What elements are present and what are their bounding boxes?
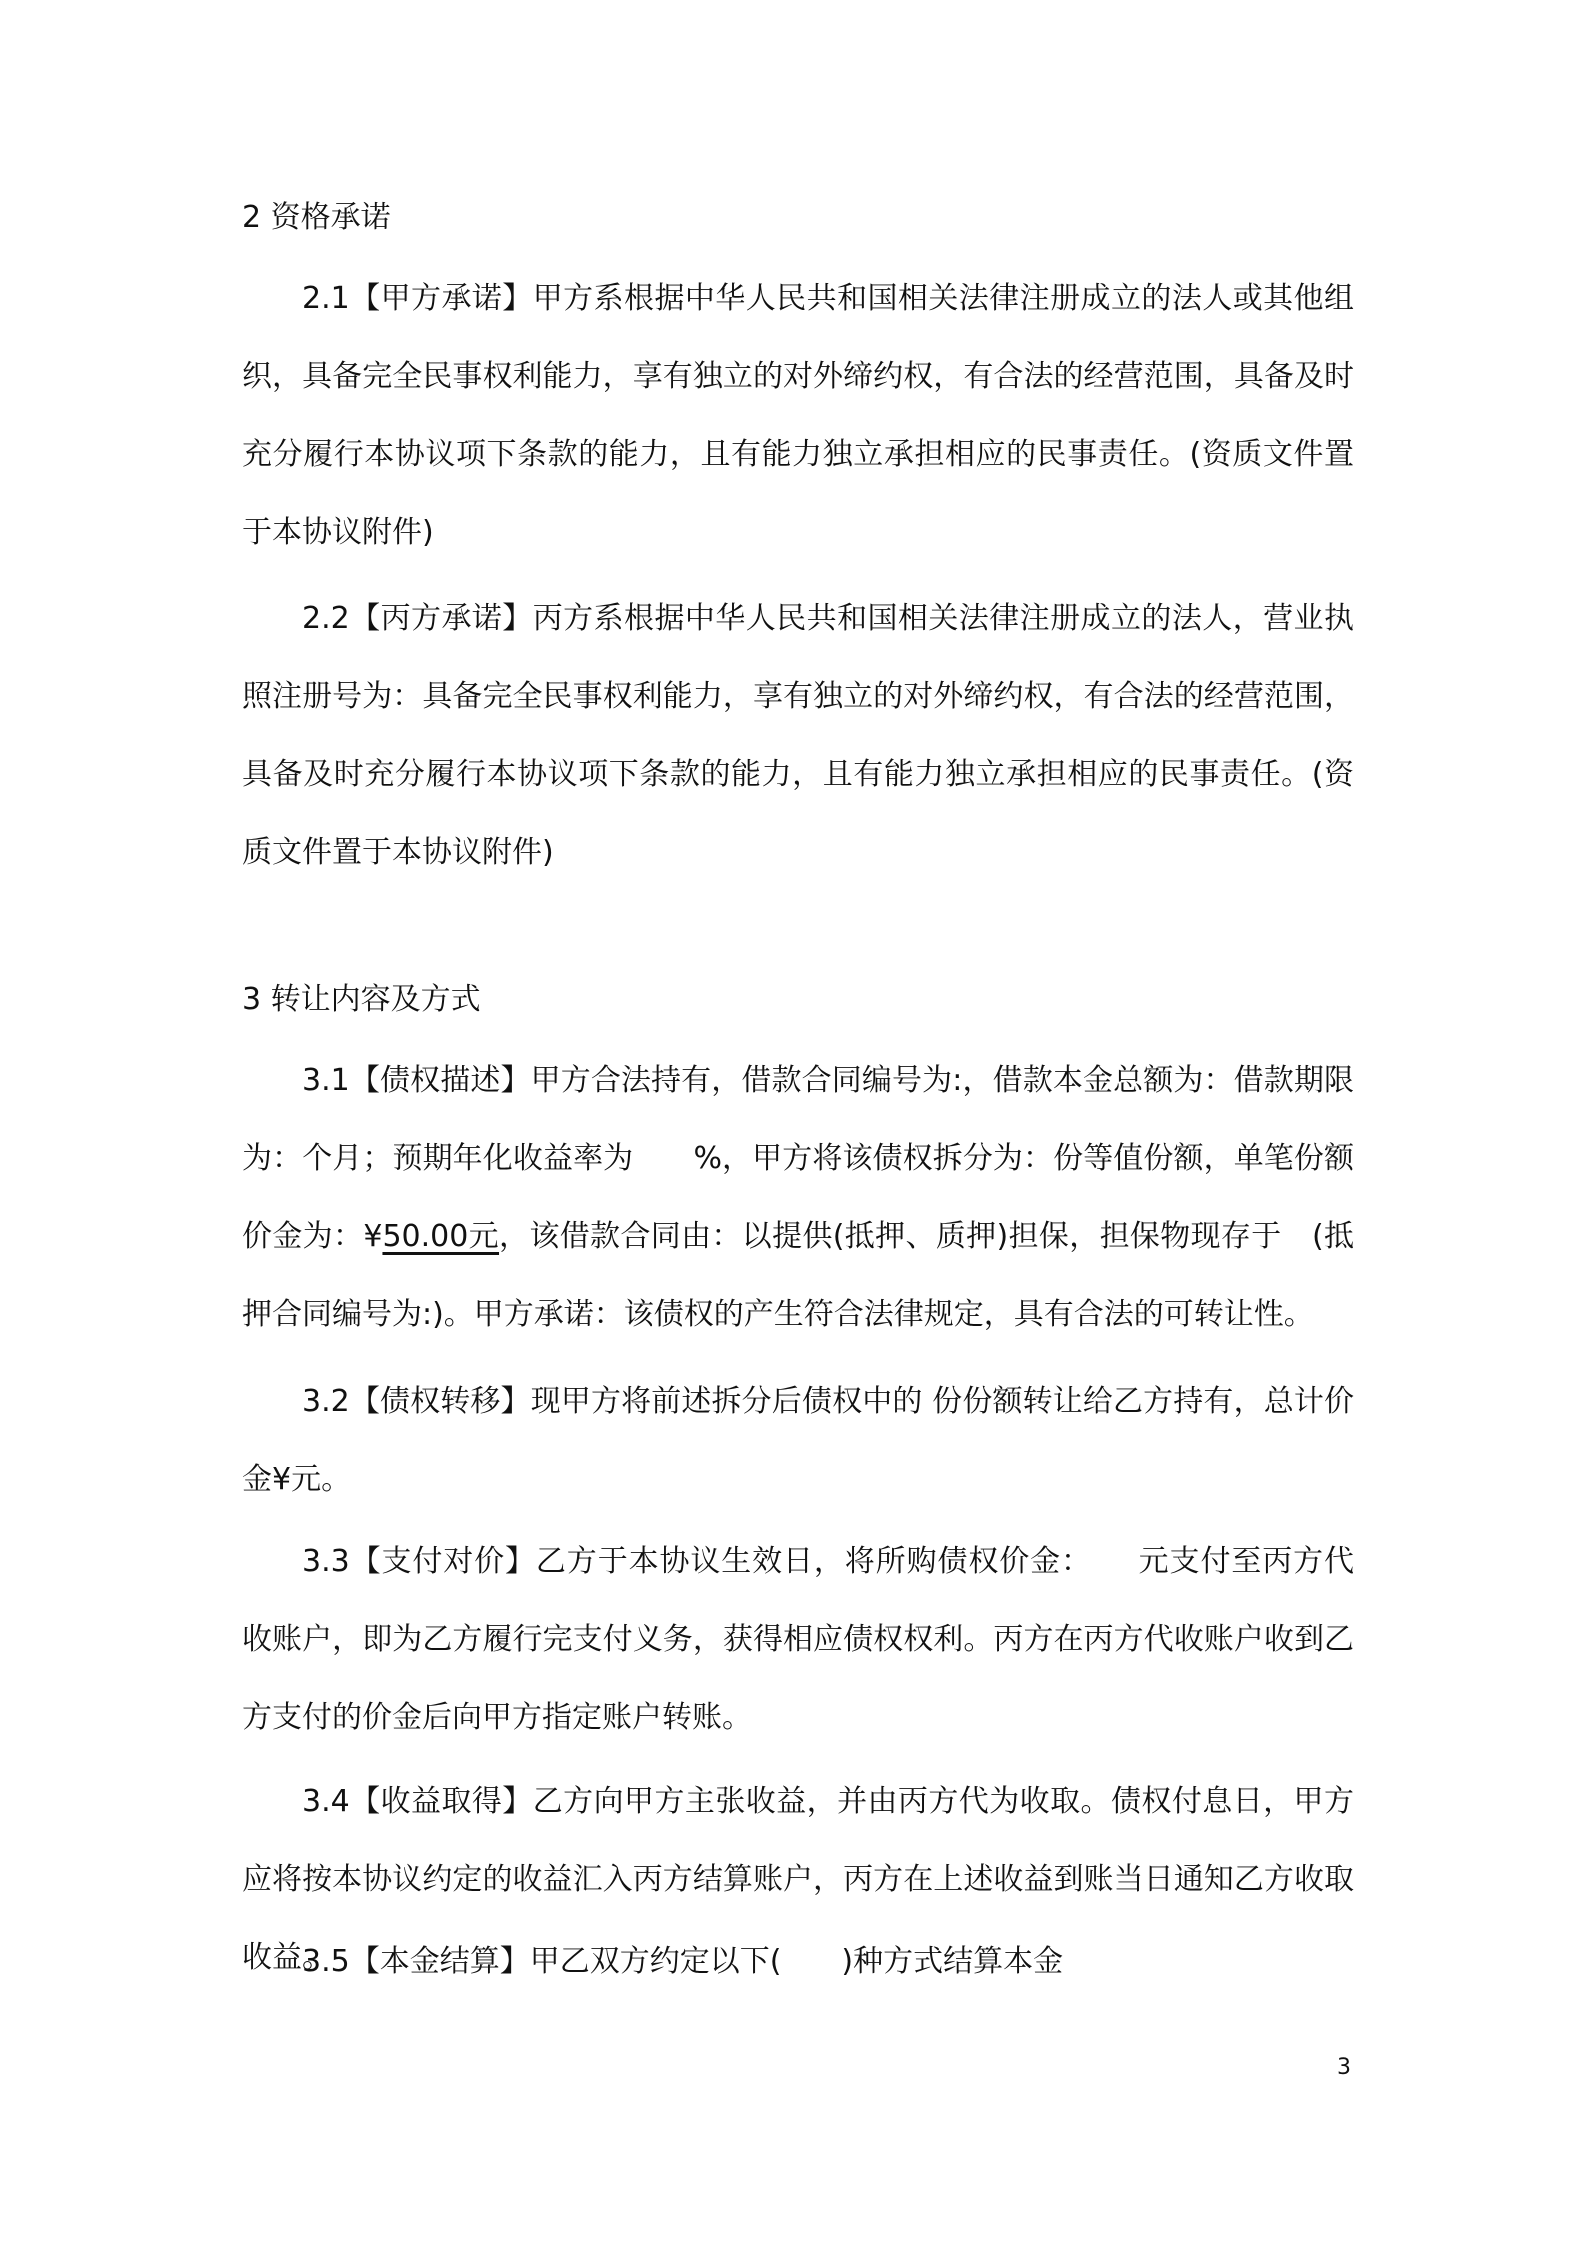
paragraph-2-1: 2.1【甲方承诺】甲方系根据中华人民共和国相关法律注册成立的法人或其他组织，具备完全民事权利能力，享有独立的对外缔约权，有合法的经营范围，具备及时充分履行本协议项下条款的能力，且有能力独立承担相应的民事责任。(资质文件置于本协议附件) — [242, 281, 1354, 550]
paragraph-3-2: 3.2【债权转移】现甲方将前述拆分后债权中的 份份额转让给乙方持有，总计价金¥元。 — [242, 1384, 1354, 1497]
section-heading-qualification: 2 资格承诺 — [242, 200, 391, 235]
paragraph-3-5: 3.5【本金结算】甲乙双方约定以下( )种方式结算本金 — [302, 1944, 1064, 1979]
paragraph-2-2: 2.2【丙方承诺】丙方系根据中华人民共和国相关法律注册成立的法人，营业执照注册号为：具备完全民事权利能力，享有独立的对外缔约权，有合法的经营范围，具备及时充分履行本协议项下条款的能力，且有能力独立承担相应的民事责任。(资质文件置于本协议附件) — [242, 601, 1354, 870]
unit-price-value: 50.00元 — [382, 1219, 500, 1254]
paragraph-3-1 — [242, 1042, 1354, 1354]
paragraph-3-4: 3.4【收益取得】乙方向甲方主张收益，并由丙方代为收取。债权付息日，甲方应将按本协议约定的收益汇入丙方结算账户，丙方在上述收益到账当日通知乙方收取收益。 — [242, 1784, 1354, 1975]
paragraph-3-1-text-after: ，该借款合同由：以提供(抵押、质押)担保，担保物现存于 (抵押合同编号为:)。甲方承诺：该债权的产生符合法律规定，具有合法的可转让性。 — [242, 1219, 1354, 1332]
paragraph-3-3: 3.3【支付对价】乙方于本协议生效日，将所购债权价金： 元支付至丙方代收账户，即为乙方履行完支付义务，获得相应债权权利。丙方在丙方代收账户收到乙方支付的价金后向甲方指定账户转账。 — [242, 1544, 1354, 1735]
section-heading-transfer: 3 转让内容及方式 — [242, 982, 481, 1017]
page-number: 3 — [1337, 2055, 1351, 2080]
paragraph-3-1-text-before: 3.1【债权描述】甲方合法持有，借款合同编号为:，借款本金总额为：借款期限为：个月；预期年化收益率为 %，甲方将该债权拆分为：份等值份额，单笔份额价金为：¥ — [242, 1063, 1354, 1254]
